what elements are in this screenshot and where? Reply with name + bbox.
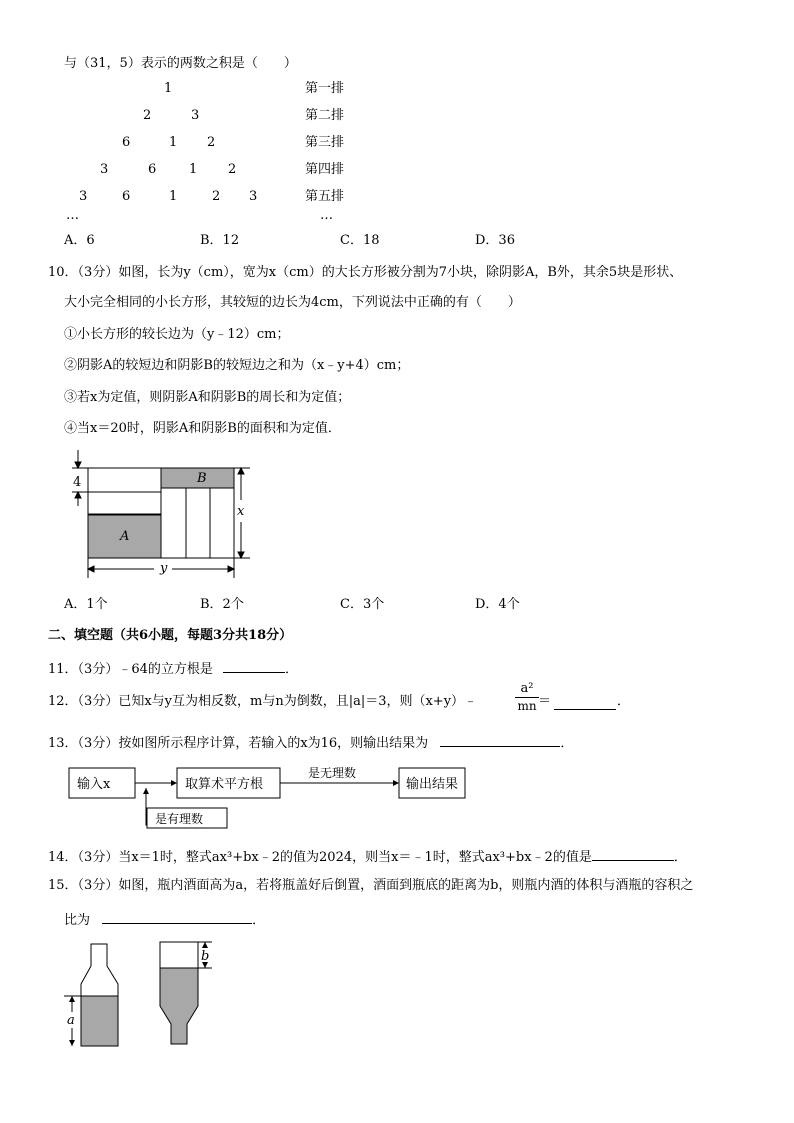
q11-answer-blank[interactable] bbox=[223, 659, 285, 673]
q10-option-d: D．4个 bbox=[475, 597, 520, 612]
q9-option-b: B．12 bbox=[200, 233, 240, 248]
q12-frac-denominator: mn bbox=[517, 699, 537, 713]
q14-answer-blank[interactable] bbox=[592, 847, 674, 861]
q9-row5-num4: 2 bbox=[212, 189, 221, 204]
q9-row1-label: 第一排 bbox=[305, 81, 345, 96]
q12-equals: ＝ bbox=[538, 694, 552, 709]
label-b: b bbox=[201, 949, 210, 964]
q13-flowchart bbox=[68, 766, 468, 830]
label-y: y bbox=[160, 561, 168, 576]
flow-rational-label: 是有理数 bbox=[155, 812, 204, 826]
q9-row3-num1: 6 bbox=[122, 135, 131, 150]
q9-row5-num2: 6 bbox=[122, 189, 131, 204]
q12-text: 12．（3分）已知x与y互为相反数，m与n为倒数，且|a|＝3，则（x+y）﹣ bbox=[48, 694, 478, 709]
q9-row2-label: 第二排 bbox=[305, 108, 345, 123]
q12-fraction bbox=[515, 681, 539, 713]
q15-answer-blank[interactable] bbox=[102, 910, 252, 924]
label-a: a bbox=[67, 1013, 75, 1028]
q10-option-b: B．2个 bbox=[200, 597, 244, 612]
q9-row5-num1: 3 bbox=[79, 189, 88, 204]
q9-intro: 与（31，5）表示的两数之积是（ ） bbox=[64, 56, 297, 71]
q10-stem-line2: 大小完全相同的小长方形，其较短的边长为4cm，下列说法中正确的有（ ） bbox=[64, 295, 521, 310]
q9-row3-num2: 1 bbox=[169, 135, 178, 150]
label-4: 4 bbox=[73, 475, 82, 490]
q11-text: 11．（3分）﹣64的立方根是 bbox=[48, 662, 213, 677]
q15-question-line2 bbox=[64, 910, 265, 929]
label-b: B bbox=[197, 471, 207, 486]
q9-option-d: D．36 bbox=[475, 233, 515, 248]
q10-statement-4: ④当x＝20时，阴影A和阴影B的面积和为定值． bbox=[64, 421, 341, 436]
q15-bottle-figure bbox=[60, 938, 220, 1050]
q9-row5-num5: 3 bbox=[249, 189, 258, 204]
q10-statement-1: ①小长方形的较长边为（y﹣12）cm； bbox=[64, 327, 290, 342]
q9-row4-num4: 2 bbox=[228, 162, 237, 177]
q9-row3-label: 第三排 bbox=[305, 135, 345, 150]
q15-stem-line1: 15．（3分）如图，瓶内酒面高为a，若将瓶盖好后倒置，酒面到瓶底的距离为b，则瓶内酒的体积与酒瓶的容积之 bbox=[48, 878, 694, 893]
q10-option-a: A．1个 bbox=[64, 597, 108, 612]
q10-option-c: C．3个 bbox=[340, 597, 385, 612]
q10-stem-line1: 10．（3分）如图，长为y（cm），宽为x（cm）的大长方形被分割为7小块，除阴影A，B外，其余5块是形状、 bbox=[48, 265, 683, 280]
label-x: x bbox=[237, 504, 245, 519]
q9-row2-num2: 3 bbox=[191, 108, 200, 123]
q9-row3-num3: 2 bbox=[207, 135, 216, 150]
q10-statement-2: ②阴影A的较短边和阴影B的较短边之和为（x﹣y+4）cm； bbox=[64, 358, 410, 373]
q9-row5-label: 第五排 bbox=[305, 189, 345, 204]
section-title: 二、填空题（共6小题，每题3分共18分） bbox=[48, 628, 293, 643]
q9-option-c: C．18 bbox=[340, 233, 380, 248]
q13-question bbox=[48, 733, 573, 752]
q12-end: ． bbox=[617, 694, 631, 709]
q10-statement-3: ③若x为定值，则阴影A和阴影B的周长和为定值； bbox=[64, 390, 351, 405]
flow-process-label: 取算术平方根 bbox=[185, 777, 264, 792]
flow-output-label: 输出结果 bbox=[406, 777, 459, 792]
q9-row4-label: 第四排 bbox=[305, 162, 345, 177]
q14-text: 14．（3分）当x＝1时，整式ax³+bx﹣2的值为2024，则当x＝﹣1时，整式ax³+bx﹣2的值是 bbox=[48, 850, 592, 865]
q12-frac-numerator: a² bbox=[520, 681, 534, 696]
q12-answer-blank[interactable] bbox=[554, 696, 616, 710]
label-a: A bbox=[120, 529, 130, 544]
upright-bottle bbox=[64, 944, 118, 1046]
q9-row5-num3: 1 bbox=[169, 189, 178, 204]
q9-row1-num1: 1 bbox=[164, 81, 173, 96]
flow-input-label: 输入x bbox=[77, 777, 111, 792]
q9-ellipsis-left: … bbox=[66, 208, 79, 223]
q10-rectangle-figure bbox=[60, 448, 260, 583]
q14-end: ． bbox=[673, 850, 687, 865]
q14-question bbox=[48, 847, 687, 866]
q9-row2-num1: 2 bbox=[143, 108, 152, 123]
inverted-bottle bbox=[160, 942, 212, 1044]
q13-answer-blank[interactable] bbox=[440, 733, 560, 747]
q9-row4-num2: 6 bbox=[148, 162, 157, 177]
q13-text: 13．（3分）按如图所示程序计算，若输入的x为16，则输出结果为 bbox=[48, 736, 429, 751]
q15-end: ． bbox=[252, 913, 266, 928]
q9-ellipsis-right: … bbox=[320, 208, 333, 223]
q9-row4-num1: 3 bbox=[100, 162, 109, 177]
q9-row4-num3: 1 bbox=[189, 162, 198, 177]
q15-text-line2: 比为 bbox=[64, 913, 91, 928]
q11-question bbox=[48, 659, 298, 678]
q13-end: ． bbox=[560, 736, 574, 751]
q11-end: ． bbox=[285, 662, 299, 677]
q9-option-a: A．6 bbox=[64, 233, 95, 248]
flow-irrational-label: 是无理数 bbox=[308, 766, 357, 780]
